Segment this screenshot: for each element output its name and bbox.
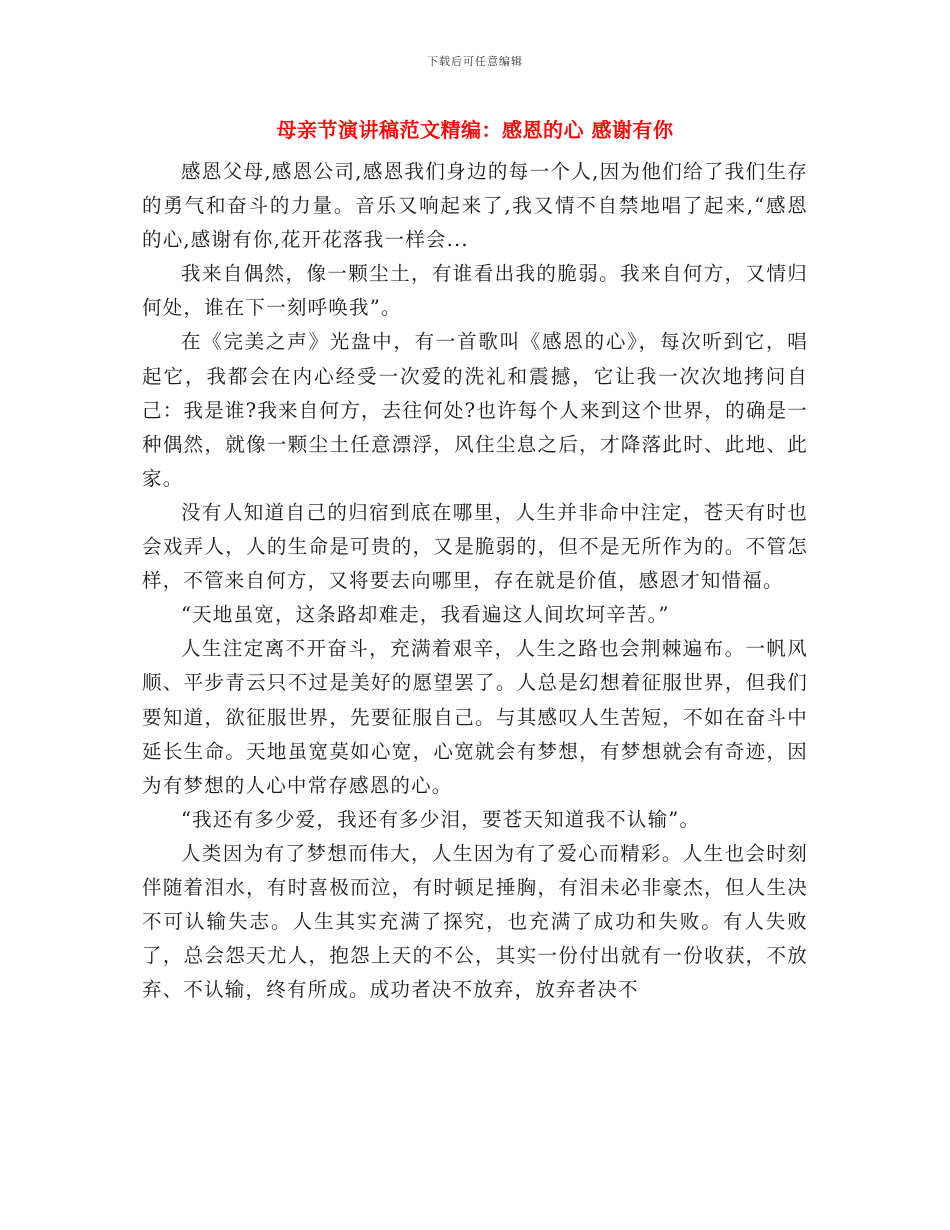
paragraph: 我来自偶然，像一颗尘土，有谁看出我的脆弱。我来自何方，又情归何处，谁在下一刻呼唤我”。 <box>142 262 808 320</box>
paragraph: “我还有多少爱，我还有多少泪，要苍天知道我不认输”。 <box>181 807 701 831</box>
paragraph: 人类因为有了梦想而伟大，人生因为有了爱心而精彩。人生也会时刻伴随着泪水，有时喜极而泣，有时顿足捶胸，有泪未必非豪杰，但人生决不可认输失志。人生其实充满了探究，也充满了成功和失败。有人失败了，总会怨天尤人，抱怨上天的不公，其实一份付出就有一份收获，不放弃、不认输，终有所成。成功者决不放弃，放弃者决不 <box>142 841 808 1002</box>
document-title: 母亲节演讲稿范文精编：感恩的心 感谢有你 <box>276 118 674 142</box>
paragraph: 感恩父母,感恩公司,感恩我们身边的每一个人,因为他们给了我们生存的勇气和奋斗的力量。音乐又响起来了,我又情不自禁地唱了起来,“感恩的心,感谢有你,花开花落我一样会... <box>142 160 808 252</box>
paragraph: 在《完美之声》光盘中，有一首歌叫《感恩的心》，每次听到它，唱起它，我都会在内心经受一次爱的洗礼和震撼，它让我一次次地拷问自己：我是谁?我来自何方，去往何处?也许每个人来到这个世界，的确是一种偶然，就像一颗尘土任意漂浮，风住尘息之后，才降落此时、此地、此家。 <box>142 330 808 490</box>
paragraph: “天地虽宽，这条路却难走，我看遍这人间坎坷辛苦。” <box>181 603 670 627</box>
paragraph: 人生注定离不开奋斗，充满着艰辛，人生之路也会荆棘遍布。一帆风顺、平步青云只不过是美好的愿望罢了。人总是幻想着征服世界，但我们要知道，欲征服世界，先要征服自己。与其感叹人生苦短，不如在奋斗中延长生命。天地虽宽莫如心宽，心宽就会有梦想，有梦想就会有奇迹，因为有梦想的人心中常存感恩的心。 <box>142 637 808 797</box>
header-note: 下载后可任意编辑 <box>427 55 523 68</box>
document-body <box>142 155 808 1007</box>
paragraph: 没有人知道自己的归宿到底在哪里，人生并非命中注定，苍天有时也会戏弄人，人的生命是可贵的，又是脆弱的，但不是无所作为的。不管怎样，不管来自何方，又将要去向哪里，存在就是价值，感恩才知惜福。 <box>142 500 808 593</box>
